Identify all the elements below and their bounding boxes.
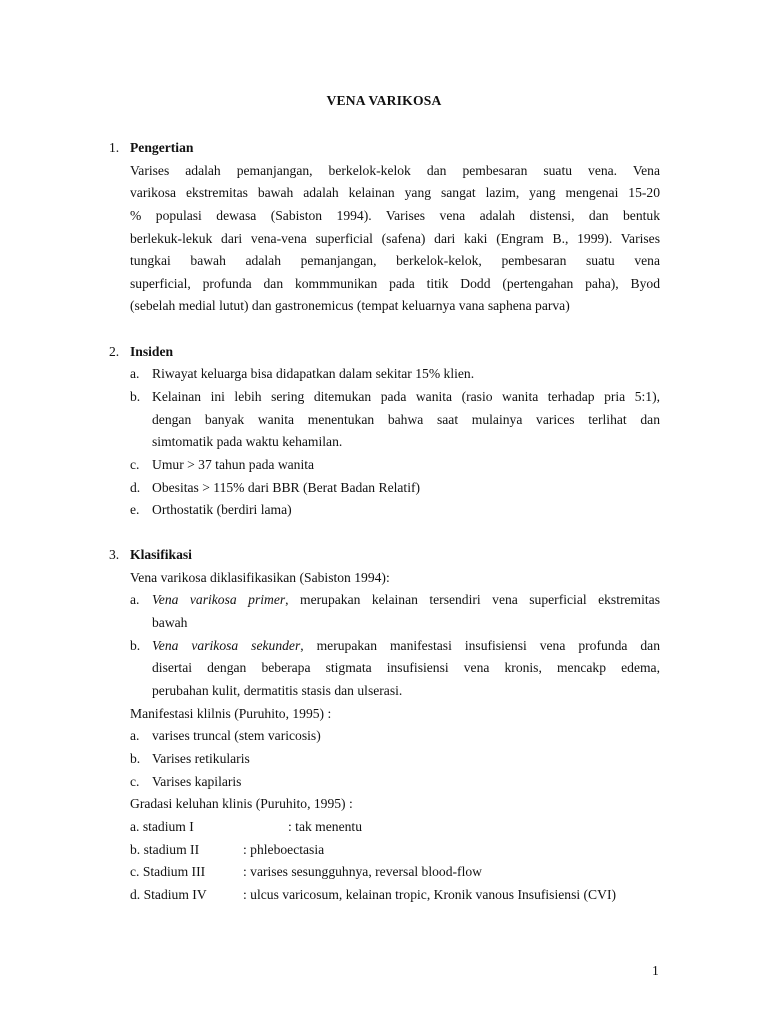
- manifestasi-heading: Manifestasi klilnis (Puruhito, 1995) :: [130, 706, 332, 721]
- list-marker: b.: [130, 638, 141, 653]
- section-1-line: berlekuk-lekuk dari vena-vena superficial (safena) dari kaki (Engram B., 1999). Varises: [130, 231, 660, 246]
- list-item: Varises retikularis: [152, 751, 250, 766]
- gradasi-description: : ulcus varicosum, kelainan tropic, Kronik vanous Insufisiensi (CVI): [243, 887, 616, 902]
- gradasi-stage: a. stadium I: [130, 819, 194, 834]
- gradasi-stage: d. Stadium IV: [130, 887, 207, 902]
- section-1-line: (sebelah medial lutut) dan gastronemicus (tempat keluarnya vana saphena parva): [130, 298, 570, 313]
- term-primer-description: , merupakan kelainan tersendiri vena superficial ekstremitas: [285, 592, 660, 607]
- list-item: Umur > 37 tahun pada wanita: [152, 457, 315, 472]
- gradasi-stage: b. stadium II: [130, 842, 200, 857]
- section-3-number: 3.: [109, 547, 120, 562]
- list-marker: a.: [130, 592, 140, 607]
- list-marker: a.: [130, 728, 140, 743]
- section-1-heading: Pengertian: [130, 140, 194, 155]
- gradasi-description: : varises sesungguhnya, reversal blood-flow: [243, 864, 482, 879]
- list-marker: b.: [130, 389, 141, 404]
- list-item: Orthostatik (berdiri lama): [152, 502, 292, 517]
- list-marker: e.: [130, 502, 140, 517]
- term-sekunder-description: , merupakan manifestasi insufisiensi vena profunda dan: [300, 638, 661, 653]
- list-item-continuation: perubahan kulit, dermatitis stasis dan ulserasi.: [152, 683, 403, 698]
- section-1-number: 1.: [109, 140, 120, 155]
- list-item: Kelainan ini lebih sering ditemukan pada wanita (rasio wanita terhadap pria 5:1),: [152, 389, 660, 404]
- section-3-intro: Vena varikosa diklasifikasikan (Sabiston 1994):: [130, 570, 390, 585]
- section-1-line: superficial, profunda dan kommmunikan pada titik Dodd (pertengahan paha), Byod: [130, 276, 660, 291]
- list-marker: d.: [130, 480, 141, 495]
- term-sekunder: Vena varikosa sekunder: [152, 638, 301, 653]
- document-title: VENA VARIKOSA: [326, 93, 442, 108]
- list-marker: b.: [130, 751, 141, 766]
- list-item-continuation: disertai dengan beberapa stigmata insufisiensi vena kronis, mencakp edema,: [152, 660, 660, 675]
- gradasi-heading: Gradasi keluhan klinis (Puruhito, 1995) :: [130, 796, 353, 811]
- section-1-line: % populasi dewasa (Sabiston 1994). Varises vena adalah distensi, dan bentuk: [130, 208, 660, 223]
- page-number: 1: [652, 963, 659, 978]
- list-item-continuation: bawah: [152, 615, 188, 630]
- term-primer: Vena varikosa primer: [152, 592, 286, 607]
- list-item: Riwayat keluarga bisa didapatkan dalam sekitar 15% klien.: [152, 366, 475, 381]
- list-marker: a.: [130, 366, 140, 381]
- list-item: [152, 591, 660, 608]
- section-1-line: varikosa ekstremitas bawah adalah kelainan yang sangat lazim, yang mengenai 15-20: [130, 185, 660, 200]
- list-item-continuation: dengan banyak wanita menentukan bahwa saat mulainya varices terlihat dan: [152, 412, 660, 427]
- gradasi-description: : phleboectasia: [243, 842, 325, 857]
- list-marker: c.: [130, 457, 140, 472]
- list-item: varises truncal (stem varicosis): [152, 728, 321, 743]
- list-item: [152, 637, 660, 654]
- list-item-continuation: simtomatik pada waktu kehamilan.: [152, 434, 343, 449]
- gradasi-stage: c. Stadium III: [130, 864, 206, 879]
- section-2-heading: Insiden: [130, 344, 174, 359]
- section-1-line: tungkai bawah adalah pemanjangan, berkelok-kelok, pembesaran suatu vena: [130, 253, 660, 268]
- list-item: Varises kapilaris: [152, 774, 242, 789]
- list-item: Obesitas > 115% dari BBR (Berat Badan Relatif): [152, 480, 421, 495]
- section-2-number: 2.: [109, 344, 120, 359]
- section-3-heading: Klasifikasi: [130, 547, 192, 562]
- gradasi-description: : tak menentu: [288, 819, 362, 834]
- section-1-line: Varises adalah pemanjangan, berkelok-kelok dan pembesaran suatu vena. Vena: [130, 163, 660, 178]
- list-marker: c.: [130, 774, 140, 789]
